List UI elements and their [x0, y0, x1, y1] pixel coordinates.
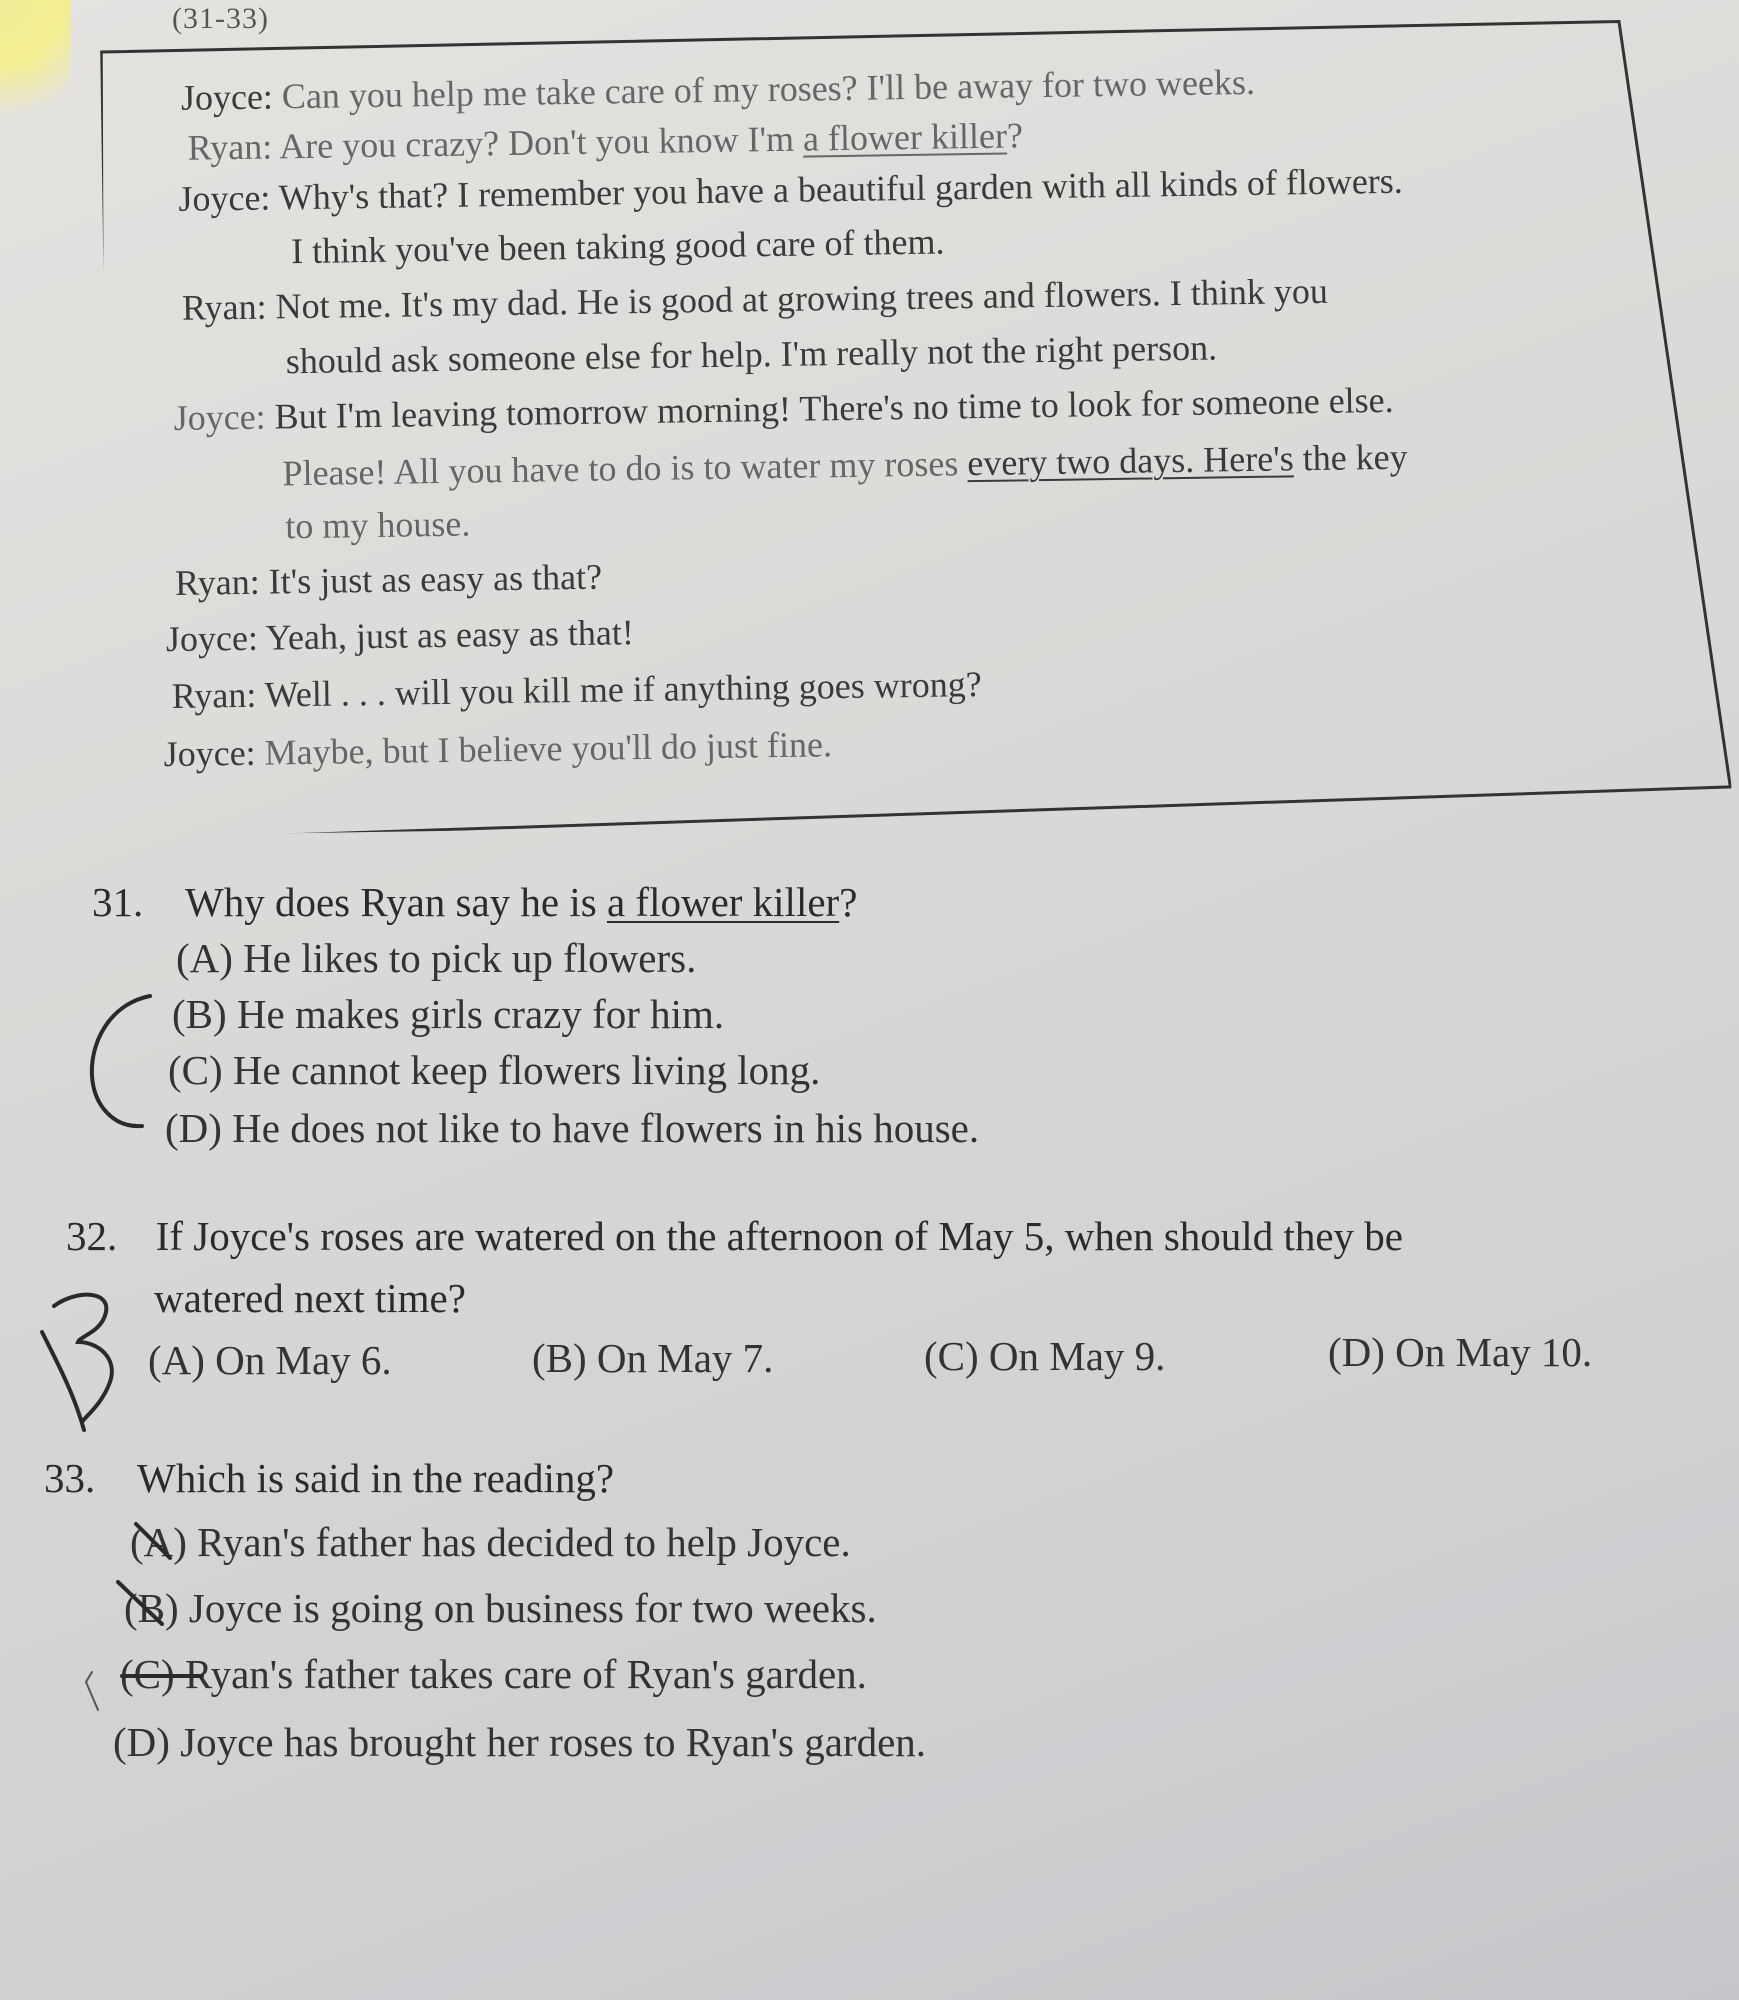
- dialogue-box: [100, 12, 1732, 836]
- underlined-phrase: a flower killer: [802, 115, 1008, 159]
- dialogue-text: Well . . . will you kill me if anything goes wrong?: [264, 663, 982, 715]
- question-text: ?: [839, 879, 858, 925]
- dialogue-line-10: [175, 556, 603, 604]
- question-text: Which is said in the reading?: [137, 1455, 615, 1501]
- question-33: [44, 1454, 614, 1502]
- question-number: 32.: [66, 1213, 118, 1259]
- dialogue-text: should ask someone else for help. I'm really not the right person.: [285, 327, 1218, 382]
- speaker: Ryan:: [171, 674, 257, 717]
- question-31: [92, 878, 857, 926]
- q33-option-b: (B) Joyce is going on business for two weeks.: [124, 1585, 877, 1631]
- speaker: Joyce:: [178, 177, 271, 219]
- speaker: Joyce:: [163, 732, 256, 775]
- q32-handwritten-answer-b: [36, 1284, 126, 1434]
- underlined-phrase: a flower killer: [606, 879, 840, 925]
- question-number: 33.: [44, 1455, 96, 1501]
- dialogue-text: ?: [1006, 115, 1024, 156]
- dialogue-text: Why's that? I remember you have a beautiful garden with all kinds of flowers.: [278, 160, 1404, 218]
- dialogue-text: Maybe, but I believe you'll do just fine.: [264, 724, 833, 773]
- dialogue-text: But I'm leaving tomorrow morning! There's no time to look for someone else.: [274, 379, 1394, 437]
- dialogue-text: I think you've been taking good care of them.: [290, 221, 945, 272]
- q33-option-c: (C) Ryan's father takes care of Ryan's garden.: [120, 1651, 867, 1697]
- q31-option-b: (B) He makes girls crazy for him.: [172, 991, 725, 1037]
- question-text: Why does Ryan say he is: [185, 879, 607, 925]
- q33-option-a: (A) Ryan's father has decided to help Joyce.: [130, 1519, 851, 1565]
- q32-option-b: (B) On May 7.: [532, 1335, 774, 1381]
- speaker: Joyce:: [165, 617, 259, 660]
- dialogue-text: the key: [1293, 436, 1408, 479]
- dialogue-line-11: [166, 611, 634, 660]
- q32-option-a: (A) On May 6.: [148, 1337, 392, 1383]
- page-corner-highlight: [0, 0, 70, 140]
- speaker: Ryan:: [174, 561, 260, 603]
- dialogue-text: It's just as easy as that?: [268, 556, 603, 602]
- question-range-label: (31-33): [172, 2, 269, 35]
- speaker: Joyce:: [173, 396, 266, 438]
- q31-handwritten-answer-c: [80, 990, 160, 1140]
- question-number: 31.: [92, 879, 144, 925]
- question-32-line-2: watered next time?: [154, 1275, 466, 1321]
- underlined-phrase: every two days. Here's: [967, 438, 1294, 484]
- dialogue-line-9: [285, 503, 471, 548]
- speaker: Ryan:: [187, 126, 273, 168]
- q31-option-c: (C) He cannot keep flowers living long.: [168, 1047, 821, 1093]
- speaker: Ryan:: [181, 286, 267, 328]
- question-32: [66, 1212, 1403, 1260]
- dialogue-text: Please! All you have to do is to water my roses: [282, 443, 968, 494]
- q32-option-c: (C) On May 9.: [924, 1333, 1166, 1379]
- dialogue-text: to my house.: [284, 503, 471, 547]
- q33-handwritten-marks: [78, 1512, 218, 1732]
- dialogue-text: Are you crazy? Don't you know I'm: [278, 118, 804, 167]
- question-text: If Joyce's roses are watered on the afternoon of May 5, when should they be: [155, 1213, 1403, 1259]
- dialogue-text: Can you help me take care of my roses? I'll be away for two weeks.: [281, 61, 1256, 117]
- dialogue-text: Yeah, just as easy as that!: [265, 612, 635, 658]
- q31-option-a: (A) He likes to pick up flowers.: [176, 935, 697, 981]
- dialogue-text: Not me. It's my dad. He is good at growing trees and flowers. I think you: [275, 270, 1329, 327]
- speaker: Joyce:: [180, 76, 274, 118]
- q31-option-d: (D) He does not like to have flowers in his house.: [165, 1105, 980, 1151]
- q32-option-d: (D) On May 10.: [1328, 1329, 1593, 1375]
- q33-option-d: (D) Joyce has brought her roses to Ryan's garden.: [113, 1719, 927, 1765]
